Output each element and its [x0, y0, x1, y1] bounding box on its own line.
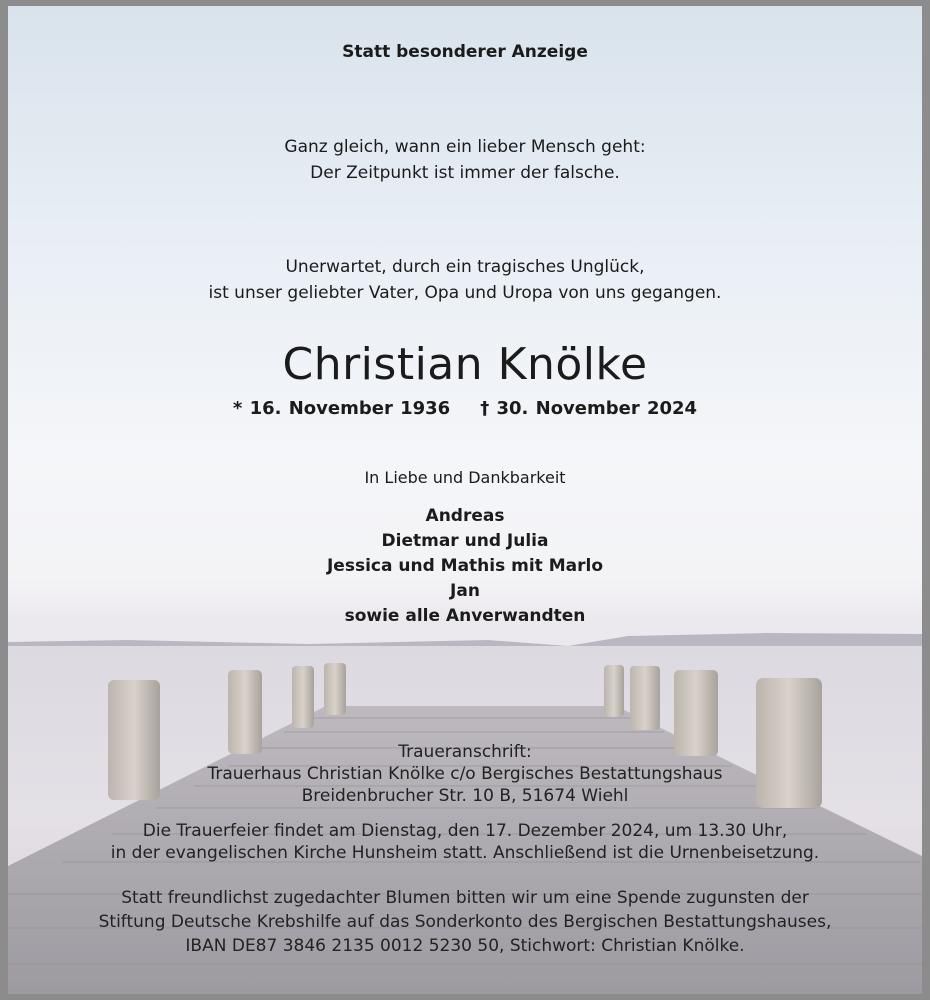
shoreline	[8, 633, 922, 648]
mourning-address	[8, 741, 922, 807]
donation-line: Stiftung Deutsche Krebshilfe auf das Sonderkonto des Bergischen Bestattungshauses,	[98, 912, 832, 932]
donation-line: Statt freundlichst zugedachter Blumen bitten wir um eine Spende zugunsten der	[121, 888, 809, 908]
address-line: Breidenbrucher Str. 10 B, 51674 Wiehl	[301, 786, 629, 806]
quote	[8, 134, 922, 186]
donation-request	[8, 886, 922, 958]
post	[630, 666, 660, 730]
quote-line: Der Zeitpunkt ist immer der falsche.	[310, 163, 620, 183]
notice-header: Statt besonderer Anzeige	[342, 42, 588, 62]
love-line: In Liebe und Dankbarkeit	[364, 468, 566, 487]
address-line: Trauerhaus Christian Knölke c/o Bergisches Bestattungshaus	[207, 764, 723, 784]
address-line: Traueranschrift:	[398, 742, 532, 762]
intro-line: ist unser geliebter Vater, Opa und Uropa von uns gegangen.	[208, 283, 722, 303]
mourners-list	[8, 504, 922, 629]
donation-line: IBAN DE87 3846 2135 0012 5230 50, Stichwort: Christian Knölke.	[185, 936, 745, 956]
mourner: Andreas	[425, 506, 505, 526]
post	[292, 666, 314, 728]
life-dates	[8, 398, 922, 419]
mourner: Jan	[450, 581, 480, 601]
funeral-service-info	[8, 820, 922, 864]
post	[604, 665, 624, 717]
mourner: Dietmar und Julia	[381, 531, 549, 551]
mourner: sowie alle Anverwandten	[344, 606, 586, 626]
death-date: † 30. November 2024	[480, 398, 698, 419]
service-line: Die Trauerfeier findet am Dienstag, den 17. Dezember 2024, um 13.30 Uhr,	[142, 821, 788, 841]
obituary-card	[8, 6, 922, 994]
birth-date: * 16. November 1936	[232, 398, 451, 419]
post	[324, 663, 346, 715]
intro-line: Unerwartet, durch ein tragisches Unglück,	[285, 257, 645, 277]
intro-text	[8, 254, 922, 306]
service-line: in der evangelischen Kirche Hunsheim statt. Anschließend ist die Urnenbeisetzung.	[110, 843, 820, 863]
mourner: Jessica und Mathis mit Marlo	[326, 556, 604, 576]
quote-line: Ganz gleich, wann ein lieber Mensch geht:	[284, 137, 646, 157]
deceased-name: Christian Knölke	[282, 339, 648, 390]
